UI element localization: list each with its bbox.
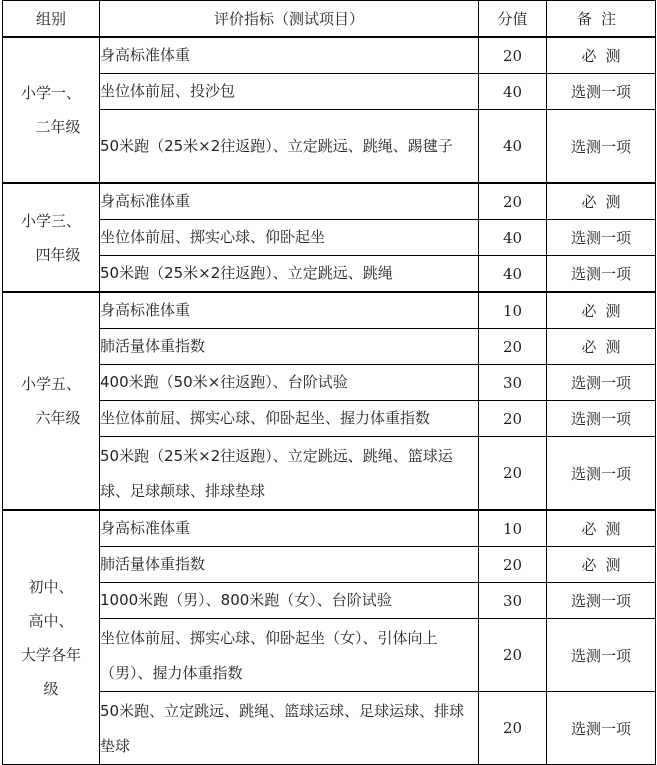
note-cell: 必测 [547,510,656,547]
test-item-cell: 50米跑、立定跳远、跳绳、篮球运球、足球运球、排球垫球 [100,692,479,765]
test-item-cell: 坐位体前屈、掷实心球、仰卧起坐 [100,220,479,256]
group-label-cell [3,183,100,292]
column-header-item: 评价指标（测试项目） [100,1,479,38]
score-cell: 40 [479,220,547,256]
table-row [3,401,656,437]
note-cell: 必测 [547,37,656,74]
table-row [3,183,656,220]
score-cell: 40 [479,110,547,184]
group-label-line: 高中、 [28,611,74,630]
score-cell: 10 [479,510,547,547]
group-label-line: 小学三、 [20,211,81,230]
score-cell: 20 [479,401,547,437]
note-cell: 选测一项 [547,437,656,511]
score-cell: 10 [479,292,547,329]
column-header-group: 组别 [3,1,100,38]
group-label-line: 小学一、 [20,84,81,102]
score-cell: 20 [479,619,547,692]
table-row [3,583,656,619]
table-row [3,437,656,511]
note-cell: 选测一项 [547,365,656,401]
note-cell: 选测一项 [547,401,656,437]
table-row [3,329,656,365]
note-cell: 必测 [547,292,656,329]
group-label-line: 初中、 [28,577,74,596]
score-cell: 20 [479,547,547,583]
test-item-cell: 50米跑（25米×2往返跑）、立定跳远、跳绳、踢毽子 [100,110,479,184]
score-cell: 20 [479,692,547,765]
table-row [3,256,656,293]
score-cell: 30 [479,365,547,401]
score-cell: 20 [479,37,547,74]
table-row [3,510,656,547]
table-body [3,1,656,765]
test-item-cell: 身高标准体重 [100,183,479,220]
table-row [3,292,656,329]
note-cell: 选测一项 [547,583,656,619]
note-cell: 选测一项 [547,692,656,765]
group-label-line: 小学五、 [20,375,81,393]
table-header-row [3,1,656,38]
group-label-line: 六年级 [35,409,81,427]
score-cell: 30 [479,583,547,619]
column-header-note: 备注 [547,1,656,38]
table-row [3,110,656,184]
test-item-cell: 50米跑（25米×2往返跑）、立定跳远、跳绳 [100,256,479,293]
group-label-cell [3,510,100,765]
note-cell: 选测一项 [547,220,656,256]
table-row [3,365,656,401]
test-item-cell: 400米跑（50米×往返跑）、台阶试验 [100,365,479,401]
group-label-line: 大学各年 [20,645,81,664]
test-item-cell: 身高标准体重 [100,510,479,547]
group-label-line: 级 [43,679,59,698]
table-row [3,692,656,765]
test-item-cell: 坐位体前屈、掷实心球、仰卧起坐（女）、引体向上（男）、握力体重指数 [100,619,479,692]
test-item-cell: 身高标准体重 [100,37,479,74]
column-header-score: 分值 [479,1,547,38]
test-item-cell: 肺活量体重指数 [100,329,479,365]
test-item-cell: 1000米跑（男）、800米跑（女）、台阶试验 [100,583,479,619]
table-row [3,619,656,692]
note-cell: 必测 [547,547,656,583]
note-cell: 选测一项 [547,256,656,293]
table-row [3,74,656,110]
note-cell: 必测 [547,329,656,365]
test-item-cell: 50米跑（25米×2往返跑）、立定跳远、跳绳、篮球运球、足球颠球、排球垫球 [100,437,479,511]
fitness-test-table [2,0,656,765]
note-cell: 选测一项 [547,74,656,110]
score-cell: 20 [479,437,547,511]
note-cell: 选测一项 [547,110,656,184]
group-label-cell [3,37,100,183]
score-cell: 20 [479,329,547,365]
test-item-cell: 坐位体前屈、掷实心球、仰卧起坐、握力体重指数 [100,401,479,437]
test-item-cell: 身高标准体重 [100,292,479,329]
score-cell: 40 [479,74,547,110]
test-item-cell: 坐位体前屈、投沙包 [100,74,479,110]
note-cell: 必测 [547,183,656,220]
group-label-cell [3,292,100,510]
score-cell: 20 [479,183,547,220]
table-row [3,37,656,74]
group-label-line: 二年级 [35,118,81,136]
table-row [3,547,656,583]
score-cell: 40 [479,256,547,293]
table-row [3,220,656,256]
group-label-line: 四年级 [35,245,81,264]
note-cell: 选测一项 [547,619,656,692]
test-item-cell: 肺活量体重指数 [100,547,479,583]
